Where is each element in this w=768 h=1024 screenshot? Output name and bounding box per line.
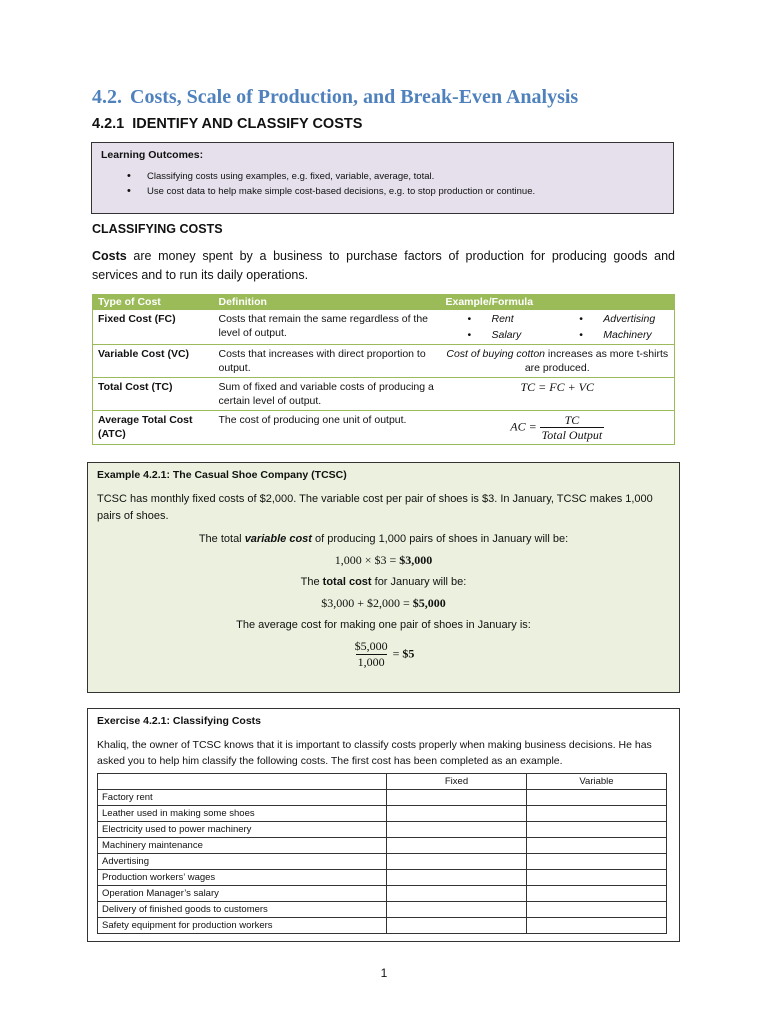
table-row: Operation Manager’s salary (98, 886, 667, 902)
section-title-text: Costs, Scale of Production, and Break-Even Analysis (130, 86, 579, 108)
cost-type: Total Cost (TC) (93, 377, 214, 410)
cost-example (441, 344, 675, 377)
fixed-cell[interactable] (387, 854, 527, 870)
example-line-1: The total variable cost of producing 1,000 pairs of shoes in January will be: (198, 533, 569, 545)
fixed-cell[interactable] (387, 822, 527, 838)
table-row: Factory rent (98, 790, 667, 806)
example-item: • Machinery (557, 328, 669, 342)
table-row: Leather used in making some shoes (98, 806, 667, 822)
fixed-cell[interactable] (387, 902, 527, 918)
fixed-cell[interactable] (387, 790, 527, 806)
variable-cell[interactable] (527, 902, 667, 918)
example-rest: increases as more t-shirts are produced. (524, 347, 669, 374)
variable-cell[interactable] (527, 886, 667, 902)
example-body: TCSC has monthly fixed costs of $2,000. The variable cost per pair of shoes is $3. In January, TCSC makes 1,000 pairs of shoes. (97, 493, 653, 522)
cost-types-table (92, 294, 675, 445)
example-item: • Rent (446, 312, 558, 326)
average-cost-fraction: $\frac{\$5,000}{1,000}$ (354, 639, 388, 669)
fixed-cell[interactable] (387, 838, 527, 854)
cost-definition: Costs that increases with direct proportion to output. (214, 344, 441, 377)
example-line-2: The total cost for January will be: (300, 576, 467, 588)
cost-row-average (93, 410, 675, 444)
formula-denominator: Total Output (541, 427, 603, 442)
variable-cell[interactable] (527, 870, 667, 886)
classify-table (97, 773, 667, 934)
variable-cell[interactable] (527, 838, 667, 854)
subsection-title (92, 116, 362, 132)
cost-examples (441, 310, 675, 345)
example-math-1: 1,000 × $3 = $3,000 (334, 553, 433, 567)
cost-table-header-row (93, 295, 675, 310)
table-row: Machinery maintenance (98, 838, 667, 854)
cost-type: Fixed Cost (FC) (93, 310, 214, 345)
subsection-title-text: IDENTIFY AND CLASSIFY COSTS (132, 116, 363, 132)
example-italic: Cost of buying cotton (446, 347, 546, 360)
header-example-formula: Example/Formula (441, 295, 675, 310)
example-item: • Salary (446, 328, 558, 342)
example-math-3: $\frac{\$5,000}{1,000}$ = $5 (354, 639, 415, 669)
subsection-number: 4.2.1 (92, 116, 125, 132)
exercise-box (87, 708, 680, 942)
formula-numerator: TC (564, 412, 580, 427)
cost-definition: The cost of producing one unit of output. (214, 410, 441, 444)
formula-fraction (540, 413, 605, 442)
cost-row-total (93, 377, 675, 410)
cost-definition: Sum of fixed and variable costs of producing a certain level of output. (214, 377, 441, 410)
exercise-title: Exercise 4.2.1: Classifying Costs (97, 715, 261, 727)
example-math-2: $3,000 + $2,000 = $5,000 (321, 596, 446, 610)
classifying-costs-heading: CLASSIFYING COSTS (92, 222, 223, 236)
learning-outcomes-list (101, 171, 664, 197)
formula-lhs: AC = (510, 418, 537, 433)
average-cost-formula (441, 410, 675, 444)
intro-bold-term: Costs (92, 249, 127, 263)
variable-cell[interactable] (527, 806, 667, 822)
learning-outcome-item: • Classifying costs using examples, e.g. fixed, variable, average, total. (101, 171, 664, 182)
exercise-body: Khaliq, the owner of TCSC knows that it is important to classify costs properly when making business decisions. He has asked you to help him classify the following costs. The first cost has been completed as an example. (97, 739, 652, 767)
cost-row-variable (93, 344, 675, 377)
table-row: Electricity used to power machinery (98, 822, 667, 838)
fixed-cell[interactable] (387, 918, 527, 934)
section-title (92, 86, 578, 109)
variable-cell[interactable] (527, 790, 667, 806)
table-row: Advertising (98, 854, 667, 870)
table-row: Safety equipment for production workers (98, 918, 667, 934)
intro-text: are money spent by a business to purchase factors of production for producing goods and services and to run its daily operations. (92, 249, 675, 282)
header-fixed: Fixed (387, 774, 527, 790)
section-number: 4.2. (92, 86, 122, 108)
table-row: Delivery of finished goods to customers (98, 902, 667, 918)
table-row: Production workers’ wages (98, 870, 667, 886)
fixed-cell[interactable] (387, 870, 527, 886)
example-item: • Advertising (557, 312, 669, 326)
cost-type: Variable Cost (VC) (93, 344, 214, 377)
total-cost-formula: TC = FC + VC (441, 377, 675, 410)
fixed-cell[interactable] (387, 886, 527, 902)
header-variable: Variable (527, 774, 667, 790)
variable-cell[interactable] (527, 822, 667, 838)
variable-cell[interactable] (527, 854, 667, 870)
cost-type: Average Total Cost (ATC) (93, 410, 214, 444)
costs-intro-paragraph (92, 247, 675, 285)
learning-outcome-item: • Use cost data to help make simple cost-based decisions, e.g. to stop production or continue. (101, 186, 664, 197)
classify-header-row (98, 774, 667, 790)
learning-outcomes-box (91, 142, 674, 214)
example-box (87, 462, 680, 693)
example-title: Example 4.2.1: The Casual Shoe Company (TCSC) (97, 469, 347, 481)
cost-definition: Costs that remain the same regardless of the level of output. (214, 310, 441, 345)
fixed-cell[interactable] (387, 806, 527, 822)
example-line-3: The average cost for making one pair of shoes in January is: (236, 619, 531, 631)
learning-outcomes-title: Learning Outcomes: (101, 149, 204, 161)
page-number: 1 (380, 966, 388, 980)
header-definition: Definition (214, 295, 441, 310)
cost-row-fixed (93, 310, 675, 345)
variable-cell[interactable] (527, 918, 667, 934)
header-type-of-cost: Type of Cost (93, 295, 214, 310)
